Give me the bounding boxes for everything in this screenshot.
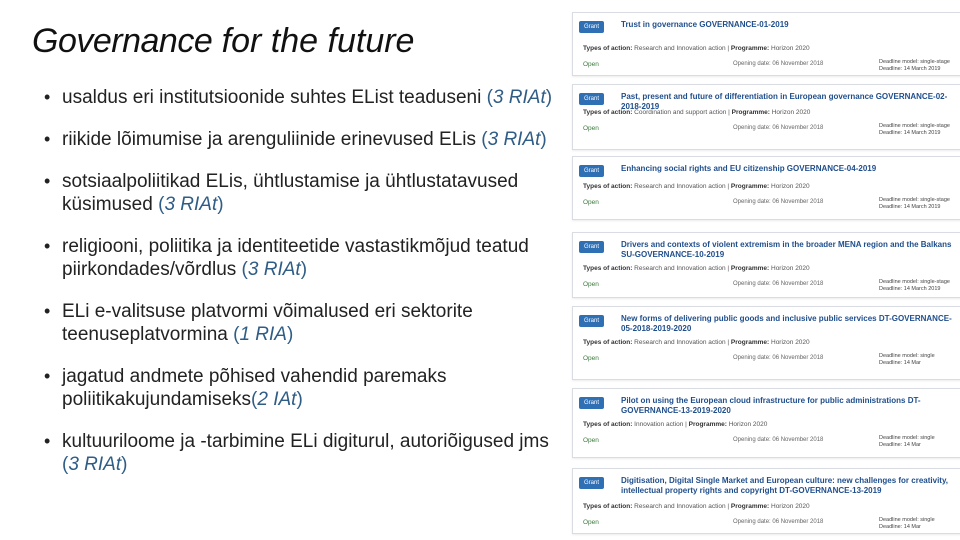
call-title-link[interactable]: Digitisation, Digital Single Market and European culture: new challenges for creativity, intellectual property rights and copyright DT-GOVERNANCE-13-2019 bbox=[621, 476, 949, 495]
grant-badge: Grant bbox=[579, 477, 604, 489]
action-type: Types of action: Innovation action | Programme: Horizon 2020 bbox=[583, 421, 768, 428]
call-title-link[interactable]: Drivers and contexts of violent extremism in the broader MENA region and the Balkans SU-GOVERNANCE-10-2019 bbox=[621, 240, 952, 259]
opening-date: Opening date: 06 November 2018 bbox=[733, 519, 824, 525]
action-type: Types of action: Research and Innovation action | Programme: Horizon 2020 bbox=[583, 265, 810, 272]
action-count: 3 RIAt bbox=[68, 454, 122, 475]
grant-badge: Grant bbox=[579, 241, 604, 253]
grant-badge: Grant bbox=[579, 165, 604, 177]
call-title-link[interactable]: Enhancing social rights and EU citizenship GOVERNANCE-04-2019 bbox=[621, 164, 877, 173]
action-count: 1 RIA bbox=[239, 324, 287, 345]
call-card[interactable] bbox=[572, 12, 960, 76]
topic-item: • ELi e-valitsuse platvormi võimalused eri sektorite teenuseplatvormina (1 RIA) bbox=[44, 300, 564, 346]
deadline: Deadline model: single-stage Deadline: 14 March 2019 bbox=[879, 59, 950, 72]
title-sub: for the future bbox=[212, 22, 415, 60]
topic-item: • riikide lõimumise ja arenguliinide erinevused ELis (3 RIAt) bbox=[44, 128, 564, 151]
call-card[interactable] bbox=[572, 156, 960, 220]
status-open: Open bbox=[583, 355, 599, 362]
call-title-link[interactable]: Past, present and future of differentiation in European governance GOVERNANCE-02-2018-2019 bbox=[621, 92, 948, 111]
action-type: Types of action: Research and Innovation action | Programme: Horizon 2020 bbox=[583, 339, 810, 346]
status-open: Open bbox=[583, 281, 599, 288]
deadline: Deadline model: single-stage Deadline: 14 March 2019 bbox=[879, 197, 950, 210]
call-card[interactable] bbox=[572, 232, 960, 298]
call-title-link[interactable]: Trust in governance GOVERNANCE-01-2019 bbox=[621, 20, 789, 29]
action-count: 3 RIAt bbox=[247, 259, 301, 280]
action-count: 3 RIAt bbox=[487, 129, 541, 150]
deadline: Deadline model: single Deadline: 14 Mar bbox=[879, 353, 935, 366]
deadline: Deadline model: single Deadline: 14 Mar bbox=[879, 435, 935, 448]
opening-date: Opening date: 06 November 2018 bbox=[733, 125, 824, 131]
status-open: Open bbox=[583, 437, 599, 444]
call-card[interactable] bbox=[572, 388, 960, 458]
opening-date: Opening date: 06 November 2018 bbox=[733, 437, 824, 443]
call-card[interactable] bbox=[572, 84, 960, 150]
opening-date: Opening date: 06 November 2018 bbox=[733, 61, 824, 67]
status-open: Open bbox=[583, 199, 599, 206]
opening-date: Opening date: 06 November 2018 bbox=[733, 281, 824, 287]
topic-item: • religiooni, poliitika ja identiteetide vastastikmõjud teatud piirkondades/võrdlus (3 RIAt) bbox=[44, 235, 564, 281]
action-type: Types of action: Research and Innovation action | Programme: Horizon 2020 bbox=[583, 183, 810, 190]
action-count: 3 RIAt bbox=[164, 194, 218, 215]
call-card[interactable] bbox=[572, 306, 960, 380]
call-title-link[interactable]: Pilot on using the European cloud infrastructure for public administrations DT-GOVERNANCE-13-2019-2020 bbox=[621, 396, 921, 415]
topic-list bbox=[44, 86, 564, 476]
topic-item: • usaldus eri institutsioonide suhtes EList teaduseni (3 RIAt) bbox=[44, 86, 564, 109]
action-type: Types of action: Research and Innovation action | Programme: Horizon 2020 bbox=[583, 45, 810, 52]
grant-badge: Grant bbox=[579, 397, 604, 409]
page-title bbox=[32, 22, 414, 61]
opening-date: Opening date: 06 November 2018 bbox=[733, 199, 824, 205]
call-cards bbox=[572, 0, 960, 540]
status-open: Open bbox=[583, 125, 599, 132]
action-count: 2 IAt bbox=[257, 389, 297, 410]
topic-item: • sotsiaalpoliitikad ELis, ühtlustamise ja ühtlustatavused küsimused (3 RIAt) bbox=[44, 170, 564, 216]
deadline: Deadline model: single-stage Deadline: 14 March 2019 bbox=[879, 123, 950, 136]
opening-date: Opening date: 06 November 2018 bbox=[733, 355, 824, 361]
grant-badge: Grant bbox=[579, 93, 604, 105]
topic-item: • jagatud andmete põhised vahendid paremaks poliitikakujundamiseks(2 IAt) bbox=[44, 365, 564, 411]
call-card[interactable] bbox=[572, 468, 960, 534]
status-open: Open bbox=[583, 519, 599, 526]
grant-badge: Grant bbox=[579, 21, 604, 33]
title-main: Governance bbox=[32, 22, 213, 60]
status-open: Open bbox=[583, 61, 599, 68]
action-count: 3 RIAt bbox=[492, 87, 546, 108]
deadline: Deadline model: single-stage Deadline: 14 March 2019 bbox=[879, 279, 950, 292]
action-type: Types of action: Research and Innovation action | Programme: Horizon 2020 bbox=[583, 503, 810, 510]
grant-badge: Grant bbox=[579, 315, 604, 327]
deadline: Deadline model: single Deadline: 14 Mar bbox=[879, 517, 935, 530]
topic-item: • kultuuriloome ja -tarbimine ELi digiturul, autoriõigused jms (3 RIAt) bbox=[44, 430, 564, 476]
action-type: Types of action: Coordination and support action | Programme: Horizon 2020 bbox=[583, 109, 811, 116]
call-title-link[interactable]: New forms of delivering public goods and inclusive public services DT-GOVERNANCE-05-2018-2019-2020 bbox=[621, 314, 952, 333]
